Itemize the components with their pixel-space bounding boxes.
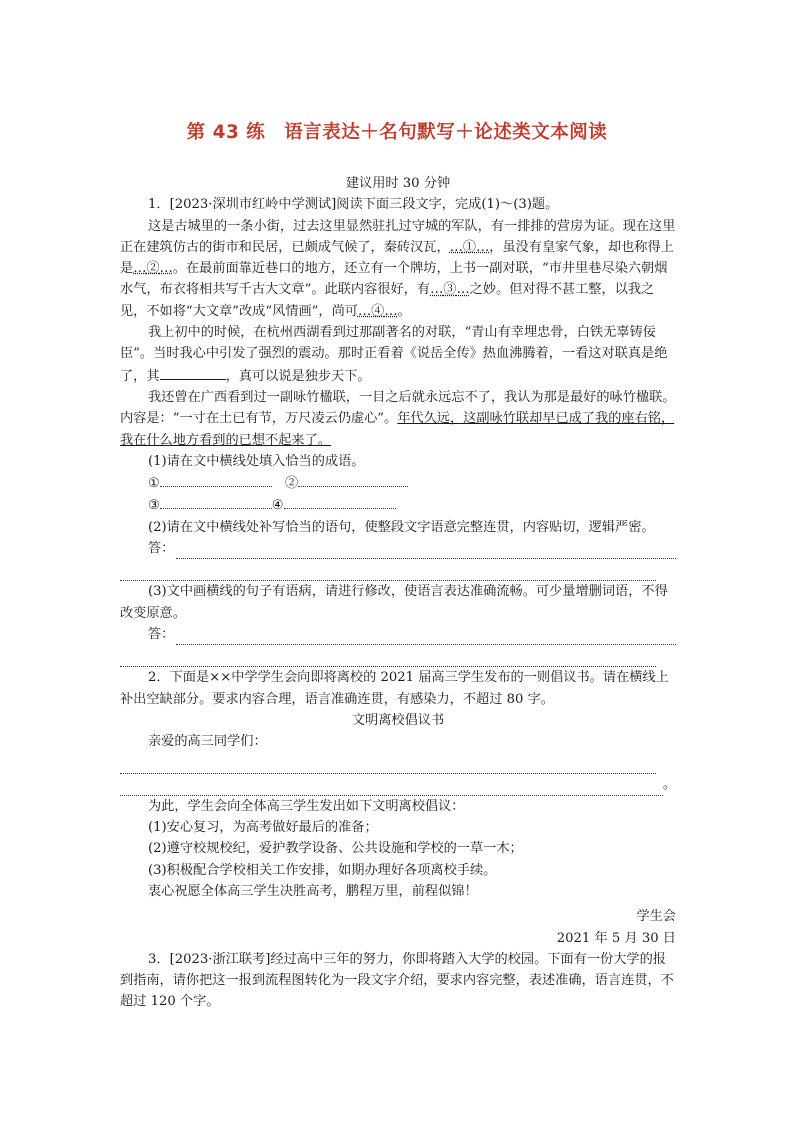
q1-paragraph-2 <box>120 322 676 387</box>
fill-blank-line[interactable] <box>160 365 226 380</box>
q3-intro: 3．[2023·浙江联考]经过高中三年的努力，你即将踏入大学的校园。下面有一份大学的报到指南，请你把这一报到流程图转化为一段文字介绍，要求内容完整，表述准确，语言连贯，不超过 120 个字。 <box>120 951 674 1010</box>
choice-3-label: ③ <box>148 498 160 514</box>
answer-row-1-2 <box>120 472 676 494</box>
answer-field-sub2-line1[interactable] <box>176 544 676 559</box>
q1-paragraph-1 <box>120 216 676 322</box>
blank-mark-2[interactable]: …②… <box>133 261 173 277</box>
blank-mark-3[interactable]: …③… <box>430 282 470 298</box>
answer-row-sub3 <box>120 624 676 645</box>
q1-sub2: (2)请在文中横线处补写恰当的语句，使整段文字语意完整连贯，内容贴切，逻辑严密。 <box>148 519 655 535</box>
choice-1-label: ① <box>148 476 160 492</box>
underlined-sentence: 年代久远，这副咏竹联却早已成了我的座右铭，我在什么地方看到的已想不起来了。 <box>120 411 675 448</box>
answer-field-sub3-line1[interactable] <box>176 630 676 645</box>
answer-field-sub2-line2[interactable] <box>120 559 656 581</box>
q1-para1-c: 。在最前面靠近巷口的地方，还立有一个牌坊，上书一副对联，“市井里巷尽染六朝烟水气，布衣将相共写千古大文章”。此联内容很好，有 <box>120 261 668 298</box>
answer-field-3[interactable] <box>160 494 272 509</box>
letter-line-1: 为此，学生会向全体高三学生发出如下文明离校倡议： <box>148 798 465 814</box>
blank-mark-4[interactable]: …④… <box>357 303 398 319</box>
letter-greeting: 亲爱的高三同学们： <box>148 734 267 750</box>
answer-label: 答： <box>148 626 175 642</box>
q1-para3-a: 我还曾在广西看到过一副咏竹楹联，一目之后就永远忘不了，我认为那是最好的咏竹楹联。内容是：“一寸在土已有节，万尺凌云仍虚心”。 <box>120 389 676 427</box>
blank-mark-1[interactable]: …①… <box>449 239 490 255</box>
q1-sub3: (3)文中画横线的句子有语病，请进行修改，使语言表达准确流畅。可少量增删词语，不得改变原意。 <box>120 584 668 621</box>
q1-para1-a: 这是古城里的一条小街，过去这里显然驻扎过守城的军队，有一排排的营房为证。现在这里正在建筑仿古的街市和民居，已颇成气候了，秦砖汉瓦， <box>120 218 676 255</box>
q1-para1-e: 。 <box>397 303 411 319</box>
q1-para1-b: ，虽没有皇家气象，却也称得上是 <box>120 239 674 277</box>
q1-sub1: (1)请在文中横线处填入恰当的成语。 <box>148 453 365 469</box>
answer-label: 答： <box>148 541 175 557</box>
letter-item-3: (3)积极配合学校相关工作安排，如期办理好各项离校手续。 <box>148 862 497 878</box>
q1-para1-d: 之妙。但对得不甚工整，以我之见，不如将“大文章”改成“风情画”，尚可 <box>120 282 655 319</box>
answer-field-1[interactable] <box>160 472 272 487</box>
letter-wish: 衷心祝愿全体高三学生决胜高考，鹏程万里，前程似锦！ <box>148 883 478 899</box>
letter-blank-line1[interactable] <box>120 752 656 774</box>
letter-item-2: (2)遵守校规校纪，爱护教学设备、公共设施和学校的一草一木； <box>148 841 523 857</box>
choice-2-label: ② <box>285 476 299 492</box>
letter-blank-line2[interactable] <box>120 775 663 796</box>
answer-field-sub3-line2[interactable] <box>120 645 656 667</box>
answer-row-sub2 <box>120 538 676 559</box>
q1-intro: 1．[2023·深圳市红岭中学测试]阅读下面三段文字，完成(1)～(3)题。 <box>148 197 559 213</box>
document-body <box>120 173 676 1013</box>
time-note: 建议用时 30 分钟 <box>345 176 451 191</box>
q1-para2-a: 我上初中的时候，在杭州西湖看到过那副著名的对联，“青山有幸埋忠骨，白铁无辜铸佞臣”。当时我心中引发了强烈的震动。那时正看着《说岳全传》热血沸腾着，一看这对联真是绝了，其 <box>120 325 668 384</box>
page-title: 第 43 练 语言表达＋名句默写＋论述类文本阅读 <box>186 122 608 143</box>
letter-blank-row2 <box>120 774 676 795</box>
q1-paragraph-3 <box>120 387 676 451</box>
answer-row-3-4 <box>120 494 676 516</box>
letter-title: 文明离校倡议书 <box>351 712 445 728</box>
answer-field-2[interactable] <box>298 472 408 487</box>
letter-item-1: (1)安心复习，为高考做好最后的准备； <box>148 820 378 836</box>
q2-intro: 2．下面是××中学学生会向即将离校的 2021 届高三学生发布的一则倡议书。请在横线上补出空缺部分。要求内容合理，语言准确连贯，有感染力，不超过 80 字。 <box>120 670 669 707</box>
answer-field-4[interactable] <box>284 494 396 509</box>
choice-4-label: ④ <box>271 498 284 514</box>
q1-para2-b: ，真可以说是独步天下。 <box>225 368 371 384</box>
letter-date: 2021 年 5 月 30 日 <box>556 930 676 946</box>
letter-signature: 学生会 <box>636 909 676 925</box>
letter-blank-end: 。 <box>662 777 676 793</box>
